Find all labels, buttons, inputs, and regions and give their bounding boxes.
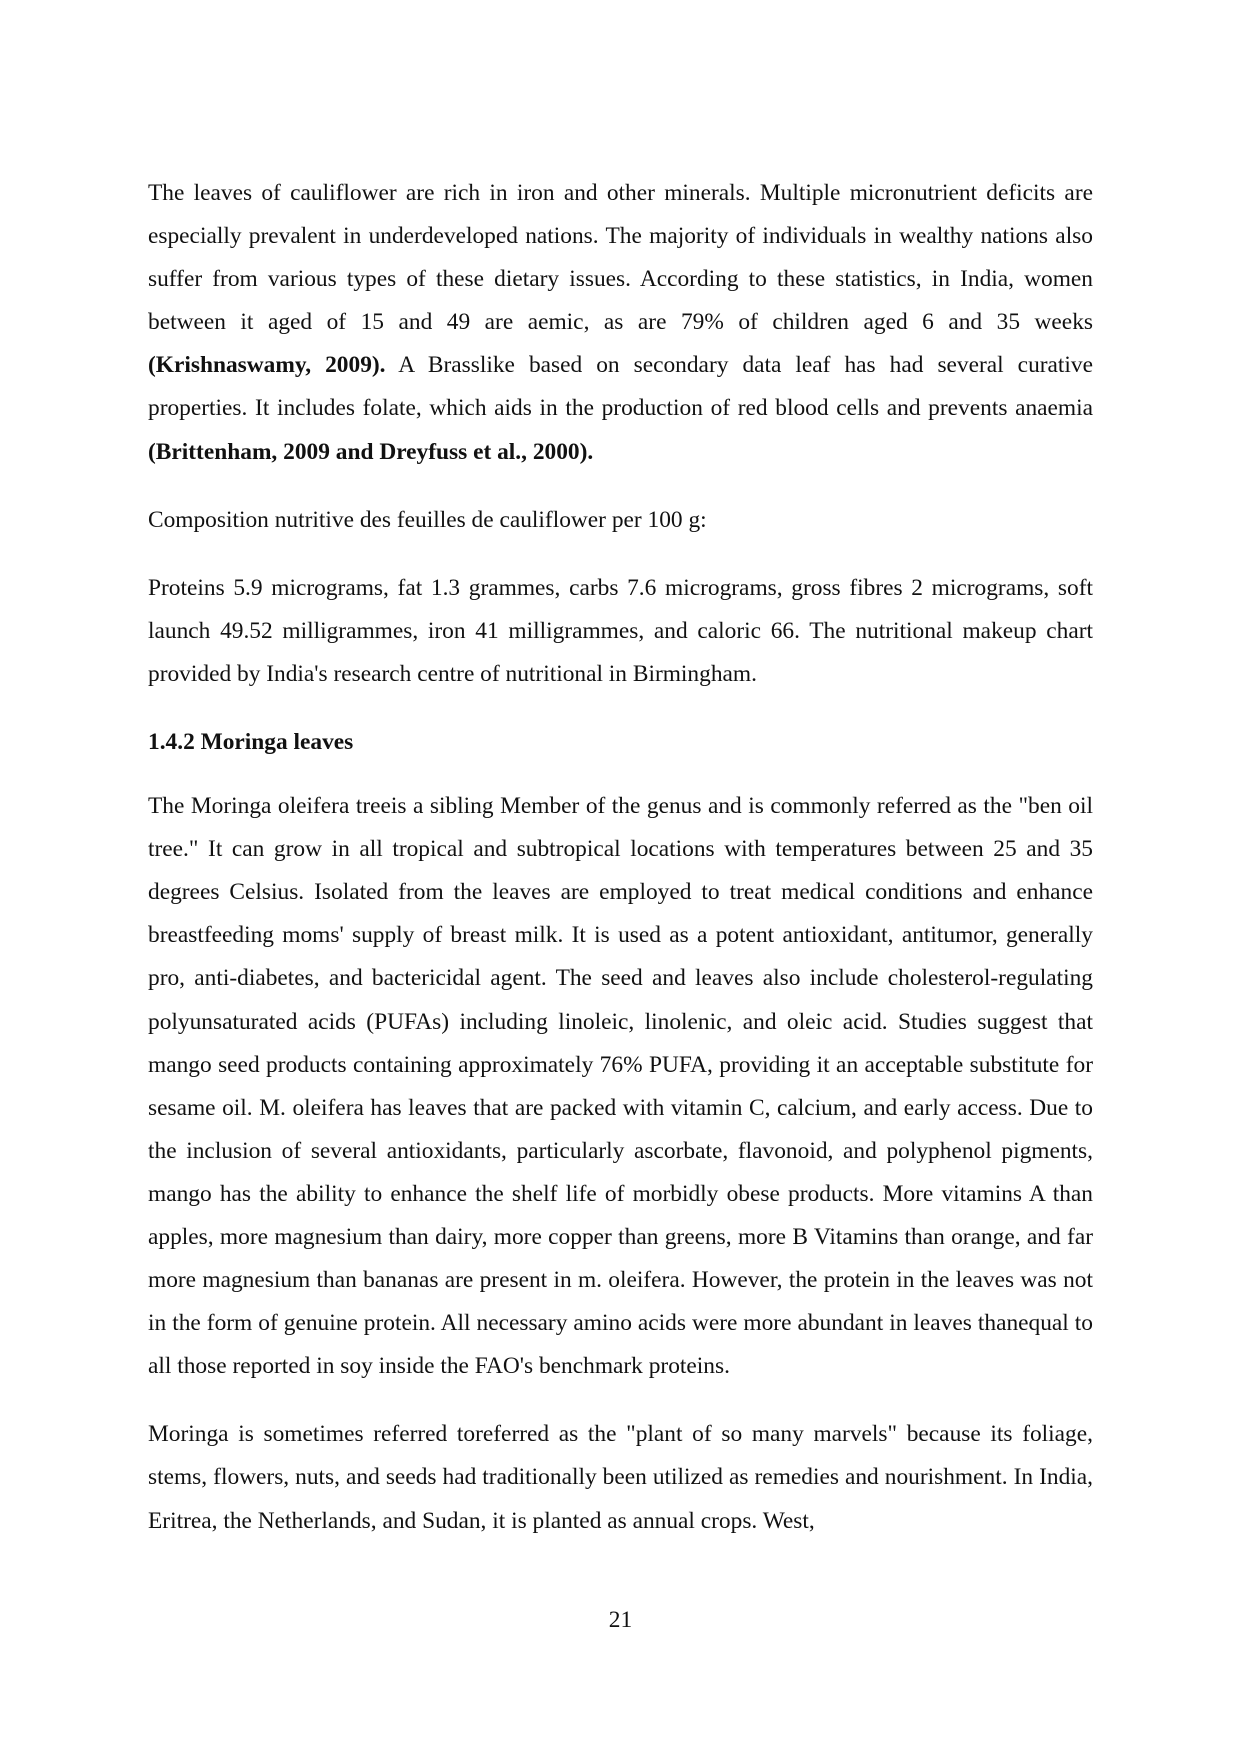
paragraph-moringa-marvels: Moringa is sometimes referred toreferred as the "plant of so many marvels" because its foliage, stems, flowers, nuts, and seeds had traditionally been utilized as remedies and nourishment. In India, Eritrea, the Netherlands, and Sudan, it is planted as annual crops. West, (148, 1421, 1093, 1534)
paragraph-nutrition-values: Proteins 5.9 micrograms, fat 1.3 grammes, carbs 7.6 micrograms, gross fibres 2 micrograms, soft launch 49.52 milligrammes, iron 41 milligrammes, and caloric 66. The nutritional makeup chart provided by India's research centre of nutritional in Birmingham. (148, 574, 1093, 687)
paragraph-text: The leaves of cauliflower are rich in iron and other minerals. Multiple micronutrient deficits are especially prevalent in underdeveloped nations. The majority of individuals in wealthy nations also suffer from various types of these dietary issues. According to these statistics, in India, women between it aged of 15 and 49 are aemic, as are 79% of children aged 6 and 35 weeks (148, 180, 1093, 336)
paragraph-text: A Brasslike based on secondary data leaf has had several curative properties. It includes folate, which aids in the production of red blood cells and prevents anaemia (148, 352, 1094, 422)
page-body (148, 172, 1093, 1568)
citation-krishnaswamy: (Krishnaswamy, 2009). (148, 352, 386, 379)
page-number: 21 (608, 1607, 633, 1633)
paragraph-composition-title: Composition nutritive des feuilles de cauliflower per 100 g: (148, 506, 707, 533)
paragraph-cauliflower-leaves (148, 172, 1093, 474)
paragraph-moringa-description: The Moringa oleifera treeis a sibling Member of the genus and is commonly referred as the "ben oil tree." It can grow in all tropical and subtropical locations with temperatures between 25 and 35 degrees Celsius. Isolated from the leaves are employed to treat medical conditions and enhance breastfeeding moms' supply of breast milk. It is used as a potent antioxidant, antitumor, generally pro, anti-diabetes, and bactericidal agent. The seed and leaves also include cholesterol-regulating polyunsaturated acids (PUFAs) including linoleic, linolenic, and oleic acid. Studies suggest that mango seed products containing approximately 76% PUFA, providing it an acceptable substitute for sesame oil. M. oleifera has leaves that are packed with vitamin C, calcium, and early access. Due to the inclusion of several antioxidants, particularly ascorbate, flavonoid, and polyphenol pigments, mango has the ability to enhance the shelf life of morbidly obese products. More vitamins A than apples, more magnesium than dairy, more copper than greens, more B Vitamins than orange, and far more magnesium than bananas are present in m. oleifera. However, the protein in the leaves was not in the form of genuine protein. All necessary amino acids were more abundant in leaves thanequal to all those reported in soy inside the FAO's benchmark proteins. (148, 793, 1093, 1380)
section-heading-moringa: 1.4.2 Moringa leaves (148, 729, 354, 756)
citation-brittenham-dreyfuss: (Brittenham, 2009 and Dreyfuss et al., 2000). (148, 438, 594, 465)
